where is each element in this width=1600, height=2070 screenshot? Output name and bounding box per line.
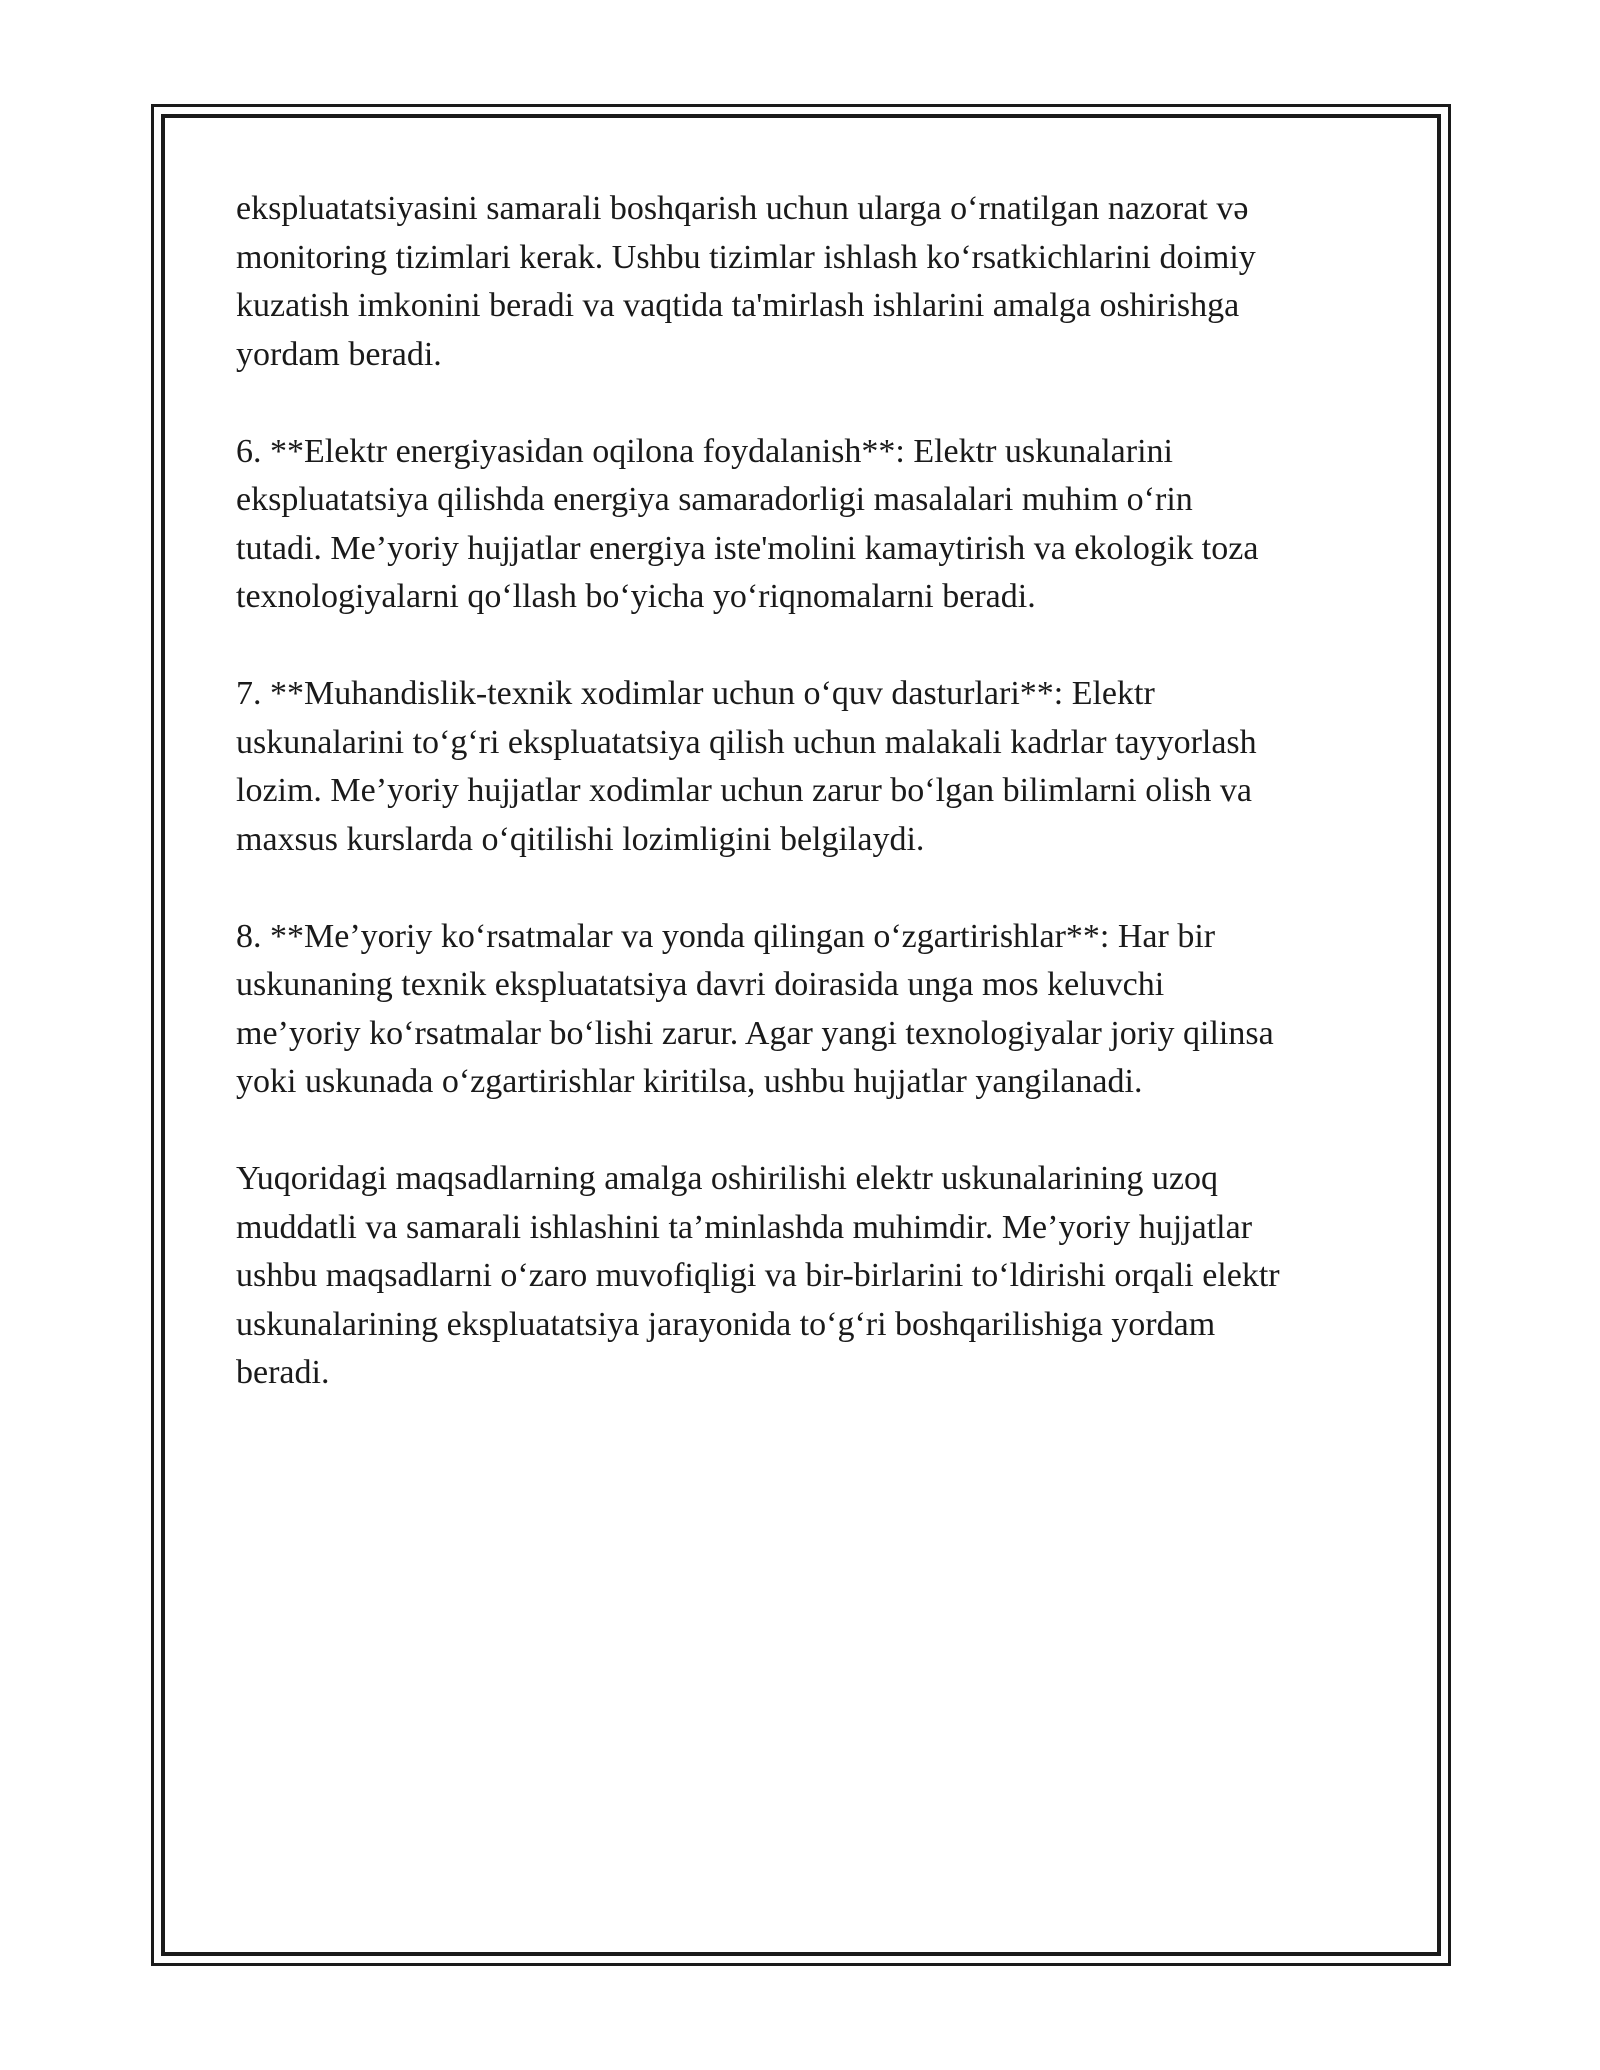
text-line: Yuqoridagi maqsadlarning amalga oshirilishi elektr uskunalarining uzoq xyxy=(236,1160,1218,1197)
text-line: uskunaning texnik ekspluatatsiya davri doirasida unga mos keluvchi xyxy=(236,966,1165,1003)
text-line: maxsus kurslarda o‘qitilishi lozimligini belgilaydi. xyxy=(236,820,925,858)
text-line: 8. **Me’yoriy ko‘rsatmalar va yonda qilingan o‘zgartirishlar**: Har bir xyxy=(236,917,1216,955)
text-line: 7. **Muhandislik-texnik xodimlar uchun o‘quv dasturlari**: Elektr xyxy=(236,675,1155,712)
document-body xyxy=(236,185,1366,1446)
text-line: lozim. Me’yoriy hujjatlar xodimlar uchun zarur bo‘lgan bilimlarni olish va xyxy=(236,772,1252,809)
text-line: yoki uskunada o‘zgartirishlar kiritilsa, ushbu hujjatlar yangilanadi. xyxy=(236,1063,1143,1100)
text-line: me’yoriy ko‘rsatmalar bo‘lishi zarur. Agar yangi texnologiyalar joriy qilinsa xyxy=(236,1014,1274,1052)
paragraph-item-8 xyxy=(236,913,1366,1107)
text-line: monitoring tizimlari kerak. Ushbu tizimlar ishlash ko‘rsatkichlarini doimiy xyxy=(236,238,1256,276)
text-line: 6. **Elektr energiyasidan oqilona foydalanish**: Elektr uskunalarini xyxy=(236,432,1173,470)
text-line: tutadi. Me’yoriy hujjatlar energiya iste'molini kamaytirish va ekologik toza xyxy=(236,529,1259,567)
text-line: uskunalarining ekspluatatsiya jarayonida to‘g‘ri boshqarilishiga yordam xyxy=(236,1305,1216,1343)
paragraph-item-7 xyxy=(236,670,1366,864)
text-line: yordam beradi. xyxy=(236,335,442,373)
text-line: ushbu maqsadlarni o‘zaro muvofiqligi va bir-birlarini to‘ldirishi orqali elektr xyxy=(236,1257,1280,1294)
paragraph-item-6 xyxy=(236,428,1366,622)
text-line: beradi. xyxy=(236,1354,330,1391)
text-line: ekspluatatsiyasini samarali boshqarish uchun ularga o‘rnatilgan nazorat və xyxy=(236,190,1249,227)
text-line: kuzatish imkonini beradi va vaqtida ta'mirlash ishlarini amalga oshirishga xyxy=(236,287,1240,324)
text-line: uskunalarini to‘g‘ri ekspluatatsiya qilish uchun malakali kadrlar tayyorlash xyxy=(236,723,1257,761)
text-line: muddatli va samarali ishlashini ta’minlashda muhimdir. Me’yoriy hujjatlar xyxy=(236,1208,1253,1246)
paragraph-intro-continuation xyxy=(236,185,1366,379)
text-line: texnologiyalarni qo‘llash bo‘yicha yo‘riqnomalarni beradi. xyxy=(236,578,1036,615)
paragraph-conclusion xyxy=(236,1155,1366,1398)
text-line: ekspluatatsiya qilishda energiya samaradorligi masalalari muhim o‘rin xyxy=(236,481,1193,518)
